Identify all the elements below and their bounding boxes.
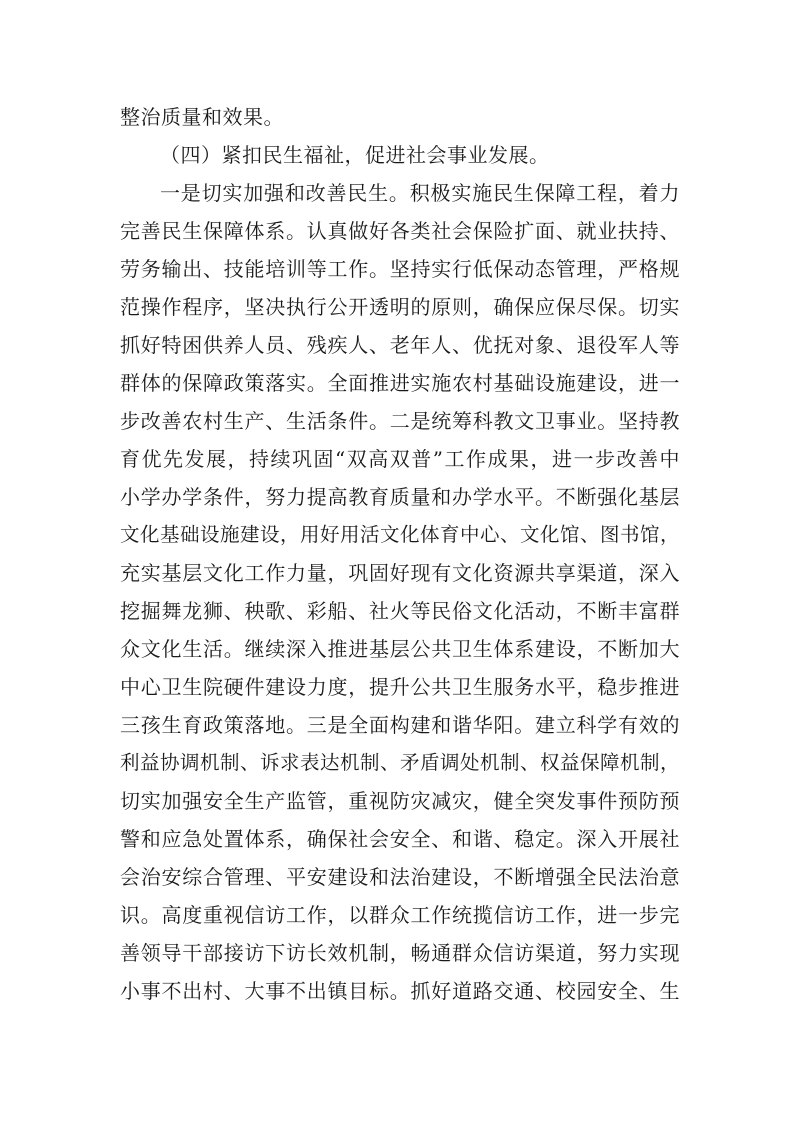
text-line: 善领导干部接访下访长效机制，畅通群众信访渠道，努力实现: [120, 941, 680, 965]
text-line: 三孩生育政策落地。三是全面构建和谐华阳。建立科学有效的: [120, 713, 680, 737]
text-line: 育优先发展，持续巩固“双高双普”工作成果，进一步改善中: [120, 447, 680, 471]
body-text: [120, 98, 680, 1010]
text-line: 众文化生活。继续深入推进基层公共卫生体系建设，不断加大: [120, 637, 680, 661]
text-line: 劳务输出、技能培训等工作。坚持实行低保动态管理，严格规: [120, 257, 680, 281]
text-line: 范操作程序，坚决执行公开透明的原则，确保应保尽保。切实: [120, 295, 680, 319]
text-line: 利益协调机制、诉求表达机制、矛盾调处机制、权益保障机制，: [120, 751, 680, 774]
text-line: 识。高度重视信访工作，以群众工作统揽信访工作，进一步完: [120, 903, 680, 927]
text-line: 小事不出村、大事不出镇目标。抓好道路交通、校园安全、生: [120, 979, 680, 1003]
text-line: （四）紧扣民生福祉，促进社会事业发展。: [160, 143, 550, 167]
text-line: 充实基层文化工作力量，巩固好现有文化资源共享渠道，深入: [120, 561, 680, 585]
text-line: 抓好特困供养人员、残疾人、老年人、优抚对象、退役军人等: [120, 333, 680, 357]
text-line: 文化基础设施建设，用好用活文化体育中心、文化馆、图书馆，: [120, 523, 680, 546]
text-line: 切实加强安全生产监管，重视防灾减灾，健全突发事件预防预: [120, 789, 680, 813]
text-line: 小学办学条件，努力提高教育质量和办学水平。不断强化基层: [120, 485, 680, 509]
text-line: 警和应急处置体系，确保社会安全、和谐、稳定。深入开展社: [120, 827, 680, 851]
text-line: 挖掘舞龙狮、秧歌、彩船、社火等民俗文化活动，不断丰富群: [120, 599, 680, 623]
text-line: 完善民生保障体系。认真做好各类社会保险扩面、就业扶持、: [120, 219, 680, 243]
text-line: 步改善农村生产、生活条件。二是统筹科教文卫事业。坚持教: [120, 409, 680, 433]
text-line: 群体的保障政策落实。全面推进实施农村基础设施建设，进一: [120, 371, 680, 395]
text-line: 整治质量和效果。: [120, 105, 284, 129]
text-line: 中心卫生院硬件建设力度，提升公共卫生服务水平，稳步推进: [120, 675, 680, 699]
text-line: 一是切实加强和改善民生。积极实施民生保障工程，着力: [160, 181, 680, 205]
text-line: 会治安综合管理、平安建设和法治建设，不断增强全民法治意: [120, 865, 680, 889]
